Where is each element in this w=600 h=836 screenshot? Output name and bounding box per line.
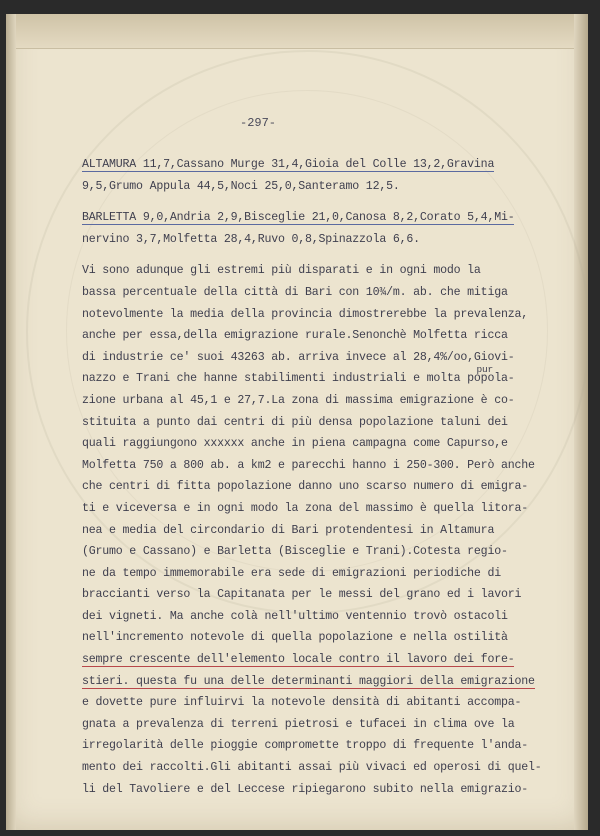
text-line: quali raggiungono xxxxxx anche in piena campagna come Capurso,e	[82, 437, 508, 451]
text-line	[82, 671, 542, 693]
text-line: ne da tempo immemorabile era sede di emigrazioni periodiche di	[82, 566, 501, 580]
text-line: che centri di fitta popolazione danno uno scarso numero di emigra-	[82, 480, 528, 494]
text-line-content: ALTAMURA 11,7,Cassano Murge 31,4,Gioia del Colle 13,2,Gravina	[82, 158, 495, 171]
text-line: nazzo e Trani che hanne stabilimenti industriali e molta popola-pur	[82, 364, 515, 386]
page-number: -297-	[240, 116, 277, 130]
text-line: li del Tavoliere e del Leccese ripiegarono subito nella emigrazio-	[82, 782, 528, 796]
text-line: anche per essa,della emigrazione rurale.Senonchè Molfetta ricca	[82, 329, 508, 343]
text-line: mento dei raccolti.Gli abitanti assai più vivaci ed operosi di quel-	[82, 761, 542, 775]
text-line-content: stieri. questa fu una delle determinanti maggiori della emigrazione	[82, 674, 535, 688]
text-line: braccianti verso la Capitanata per le messi del grano ed i lavori	[82, 588, 522, 602]
text-line: Vi sono adunque gli estremi più disparati e in ogni modo la	[82, 264, 481, 278]
text-line	[82, 154, 542, 176]
text-line: 9,5,Grumo Appula 44,5,Noci 25,0,Santeramo 12,5.	[82, 179, 400, 193]
typed-text-body	[82, 154, 542, 800]
text-line: nell'incremento notevole di quella popolazione e nella ostilità	[82, 631, 508, 645]
text-line: stituita a punto dai centri di più densa popolazione taluni dei	[82, 415, 508, 429]
text-line: nea e media del circondario di Bari protendentesi in Altamura	[82, 523, 495, 537]
document-page	[6, 14, 588, 830]
text-line: nervino 3,7,Molfetta 28,4,Ruvo 0,8,Spinazzola 6,6.	[82, 232, 420, 246]
text-line-content: sempre crescente dell'elemento locale contro il lavoro dei fore-	[82, 653, 515, 667]
text-line: e dovette pure influirvi la notevole densità di abitanti accompa-	[82, 696, 522, 710]
text-line: gnata a prevalenza di terreni pietrosi e tufacei in clima ove la	[82, 717, 515, 731]
paragraph-gap	[82, 250, 542, 260]
page-right-edge	[574, 14, 588, 830]
text-line: zione urbana al 45,1 e 27,7.La zona di massima emigrazione è co-	[82, 393, 515, 407]
text-line-content: BARLETTA 9,0,Andria 2,9,Bisceglie 21,0,Canosa 8,2,Corato 5,4,Mi-	[82, 211, 515, 225]
text-line: bassa percentuale della città di Bari con 10¾/m. ab. che mitiga	[82, 285, 508, 299]
text-line-content: nazzo e Trani che hanne stabilimenti industriali e molta popola-	[82, 372, 515, 386]
text-line: Molfetta 750 a 800 ab. a km2 e parecchi hanno i 250-300. Però anche	[82, 458, 535, 472]
text-line: (Grumo e Cassano) e Barletta (Bisceglie e Trani).Cotesta regio-	[82, 545, 508, 559]
folded-top-edge	[6, 14, 588, 49]
page-left-edge	[6, 14, 16, 830]
text-line: di industrie ce' suoi 43263 ab. arriva invece al 28,4%/oo,Giovi-	[82, 350, 515, 364]
text-line: dei vigneti. Ma anche colà nell'ultimo ventennio trovò ostacoli	[82, 609, 508, 623]
text-line	[82, 649, 542, 671]
text-line: irregolarità delle pioggie compromette troppo di frequente l'anda-	[82, 739, 528, 753]
text-line: ti e viceversa e in ogni modo la zona del massimo è quella litora-	[82, 501, 528, 515]
text-line: notevolmente la media della provincia dimostrerebbe la prevalenza,	[82, 307, 528, 321]
paragraph-gap	[82, 197, 542, 207]
text-line	[82, 207, 542, 229]
